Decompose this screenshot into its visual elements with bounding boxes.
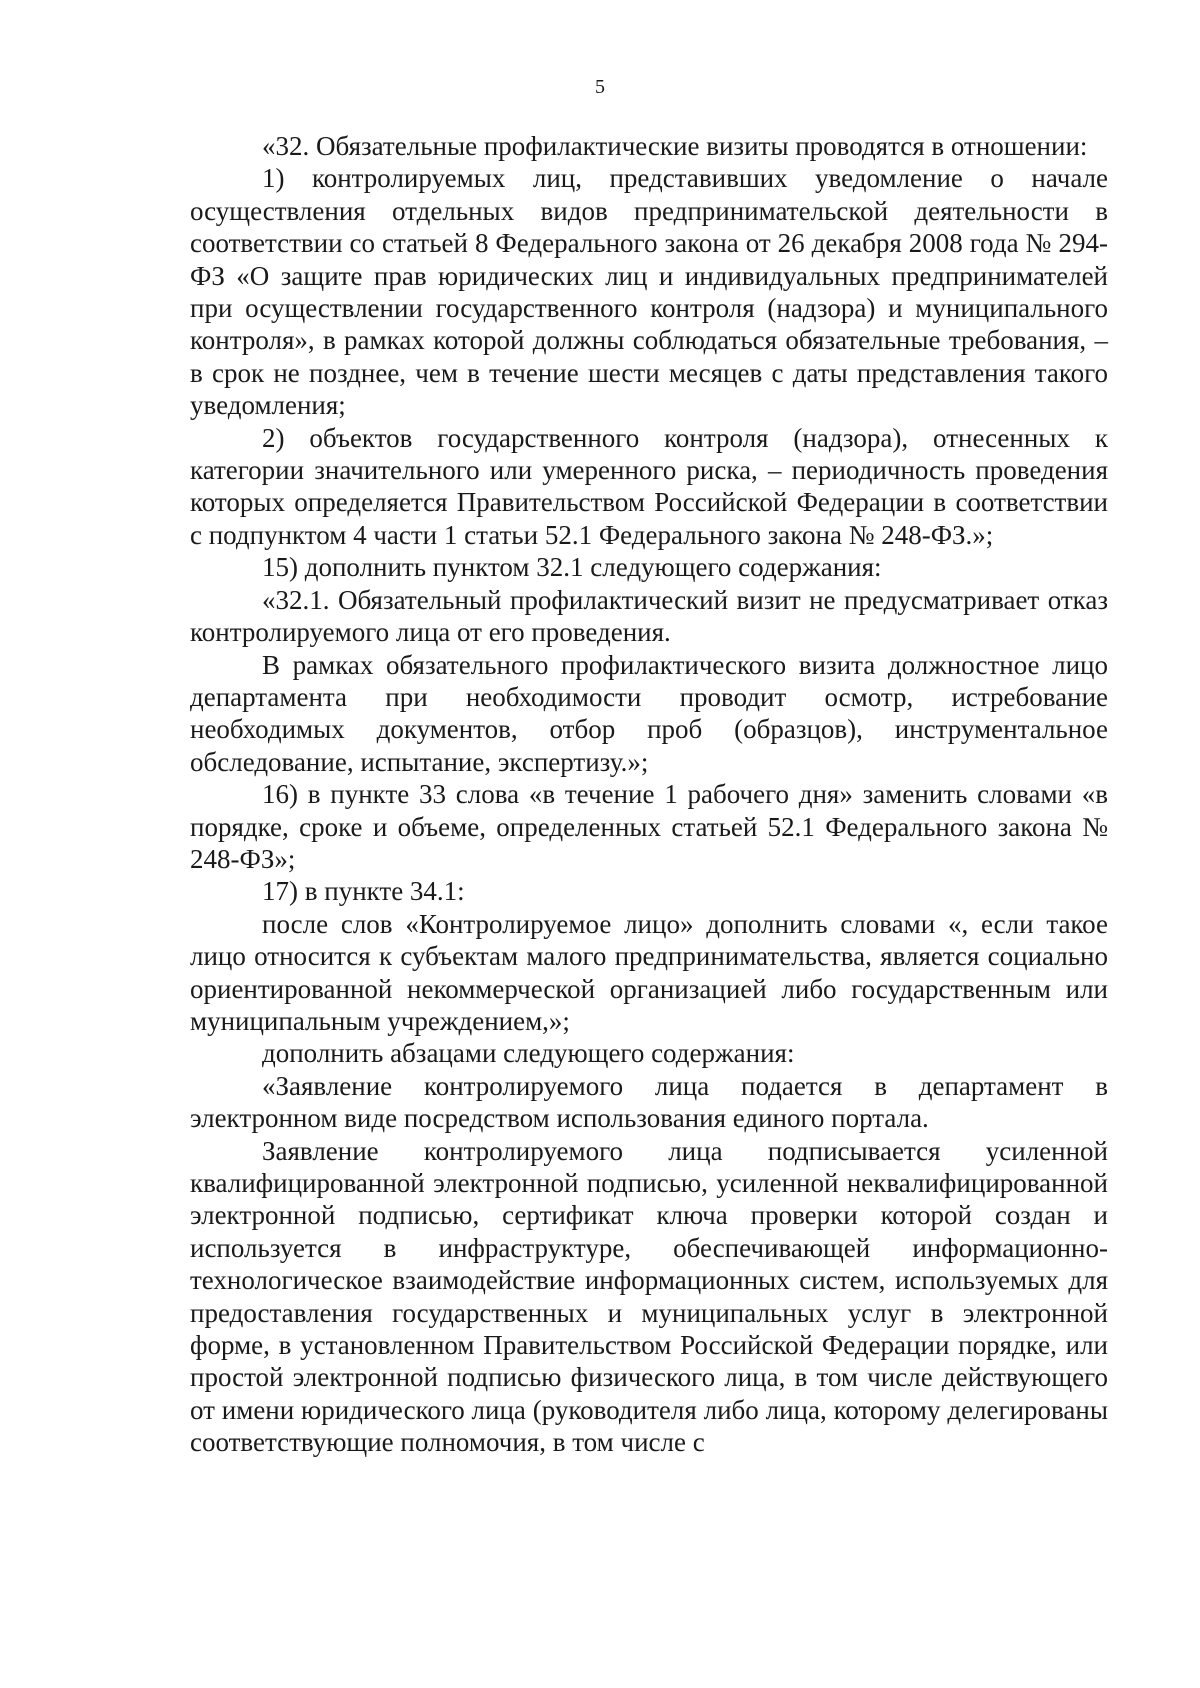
page-number: 5 (595, 76, 605, 98)
paragraph-subitem-2: 2) объектов государственного контроля (надзора), отнесенных к категории значительного или умеренного риска, – периодичность проведения которых определяется Правительством Российской Федерации в соответствии с подпунктом 4 части 1 статьи 52.1 Федерального закона № 248-ФЗ.»; (190, 422, 1108, 550)
document-body (190, 130, 1108, 1459)
paragraph-application-signature: Заявление контролируемого лица подписывается усиленной квалифицированной электронной подписью, усиленной неквалифицированной электронной подписью, сертификат ключа проверки которой создан и используется в инфраструктуре, обеспечивающей информационно-технологическое взаимодействие информационных систем, используемых для предоставления государственных и муниципальных услуг в электронной форме, в установленном Правительством Российской Федерации порядке, или простой электронной подписью физического лица, в том числе действующего от имени юридического лица (руководителя либо лица, которому делегированы соответствующие полномочия, в том числе с (190, 1135, 1108, 1458)
paragraph-item-32: «32. Обязательные профилактические визиты проводятся в отношении: (262, 131, 1088, 161)
paragraph-amendment-17-add: дополнить абзацами следующего содержания: (262, 1038, 795, 1069)
paragraph-amendment-17-words: после слов «Контролируемое лицо» дополнить словами «, если такое лицо относится к субъектам малого предпринимательства, является социально ориентированной некоммерческой организацией либо государственным или муниципальным учреждением,»; (190, 908, 1108, 1036)
paragraph-subitem-1: 1) контролируемых лиц, представивших уведомление о начале осуществления отдельных видов предпринимательской деятельности в соответствии со статьей 8 Федерального закона от 26 декабря 2008 года № 294-ФЗ «О защите прав юридических лиц и индивидуальных предпринимателей при осуществлении государственного контроля (надзора) и муниципального контроля», в рамках которой должны соблюдаться обязательные требования, – в срок не позднее, чем в течение шести месяцев с даты представления такого уведомления; (190, 163, 1108, 421)
paragraph-visit-scope: В рамках обязательного профилактического визита должностное лицо департамента при необходимости проводит осмотр, истребование необходимых документов, отбор проб (образцов), инструментальное обследование, испытание, экспертизу.»; (190, 649, 1108, 777)
paragraph-application-submission: «Заявление контролируемого лица подается в департамент в электронном виде посредством использования единого портала. (190, 1070, 1108, 1134)
paragraph-amendment-16: 16) в пункте 33 слова «в течение 1 рабочего дня» заменить словами «в порядке, сроке и объеме, определенных статьей 52.1 Федерального закона № 248-ФЗ»; (190, 779, 1108, 874)
paragraph-amendment-15: 15) дополнить пунктом 32.1 следующего содержания: (262, 552, 882, 583)
paragraph-item-32-1: «32.1. Обязательный профилактический визит не предусматривает отказ контролируемого лица от его проведения. (190, 584, 1108, 648)
paragraph-amendment-17: 17) в пункте 34.1: (262, 876, 465, 907)
